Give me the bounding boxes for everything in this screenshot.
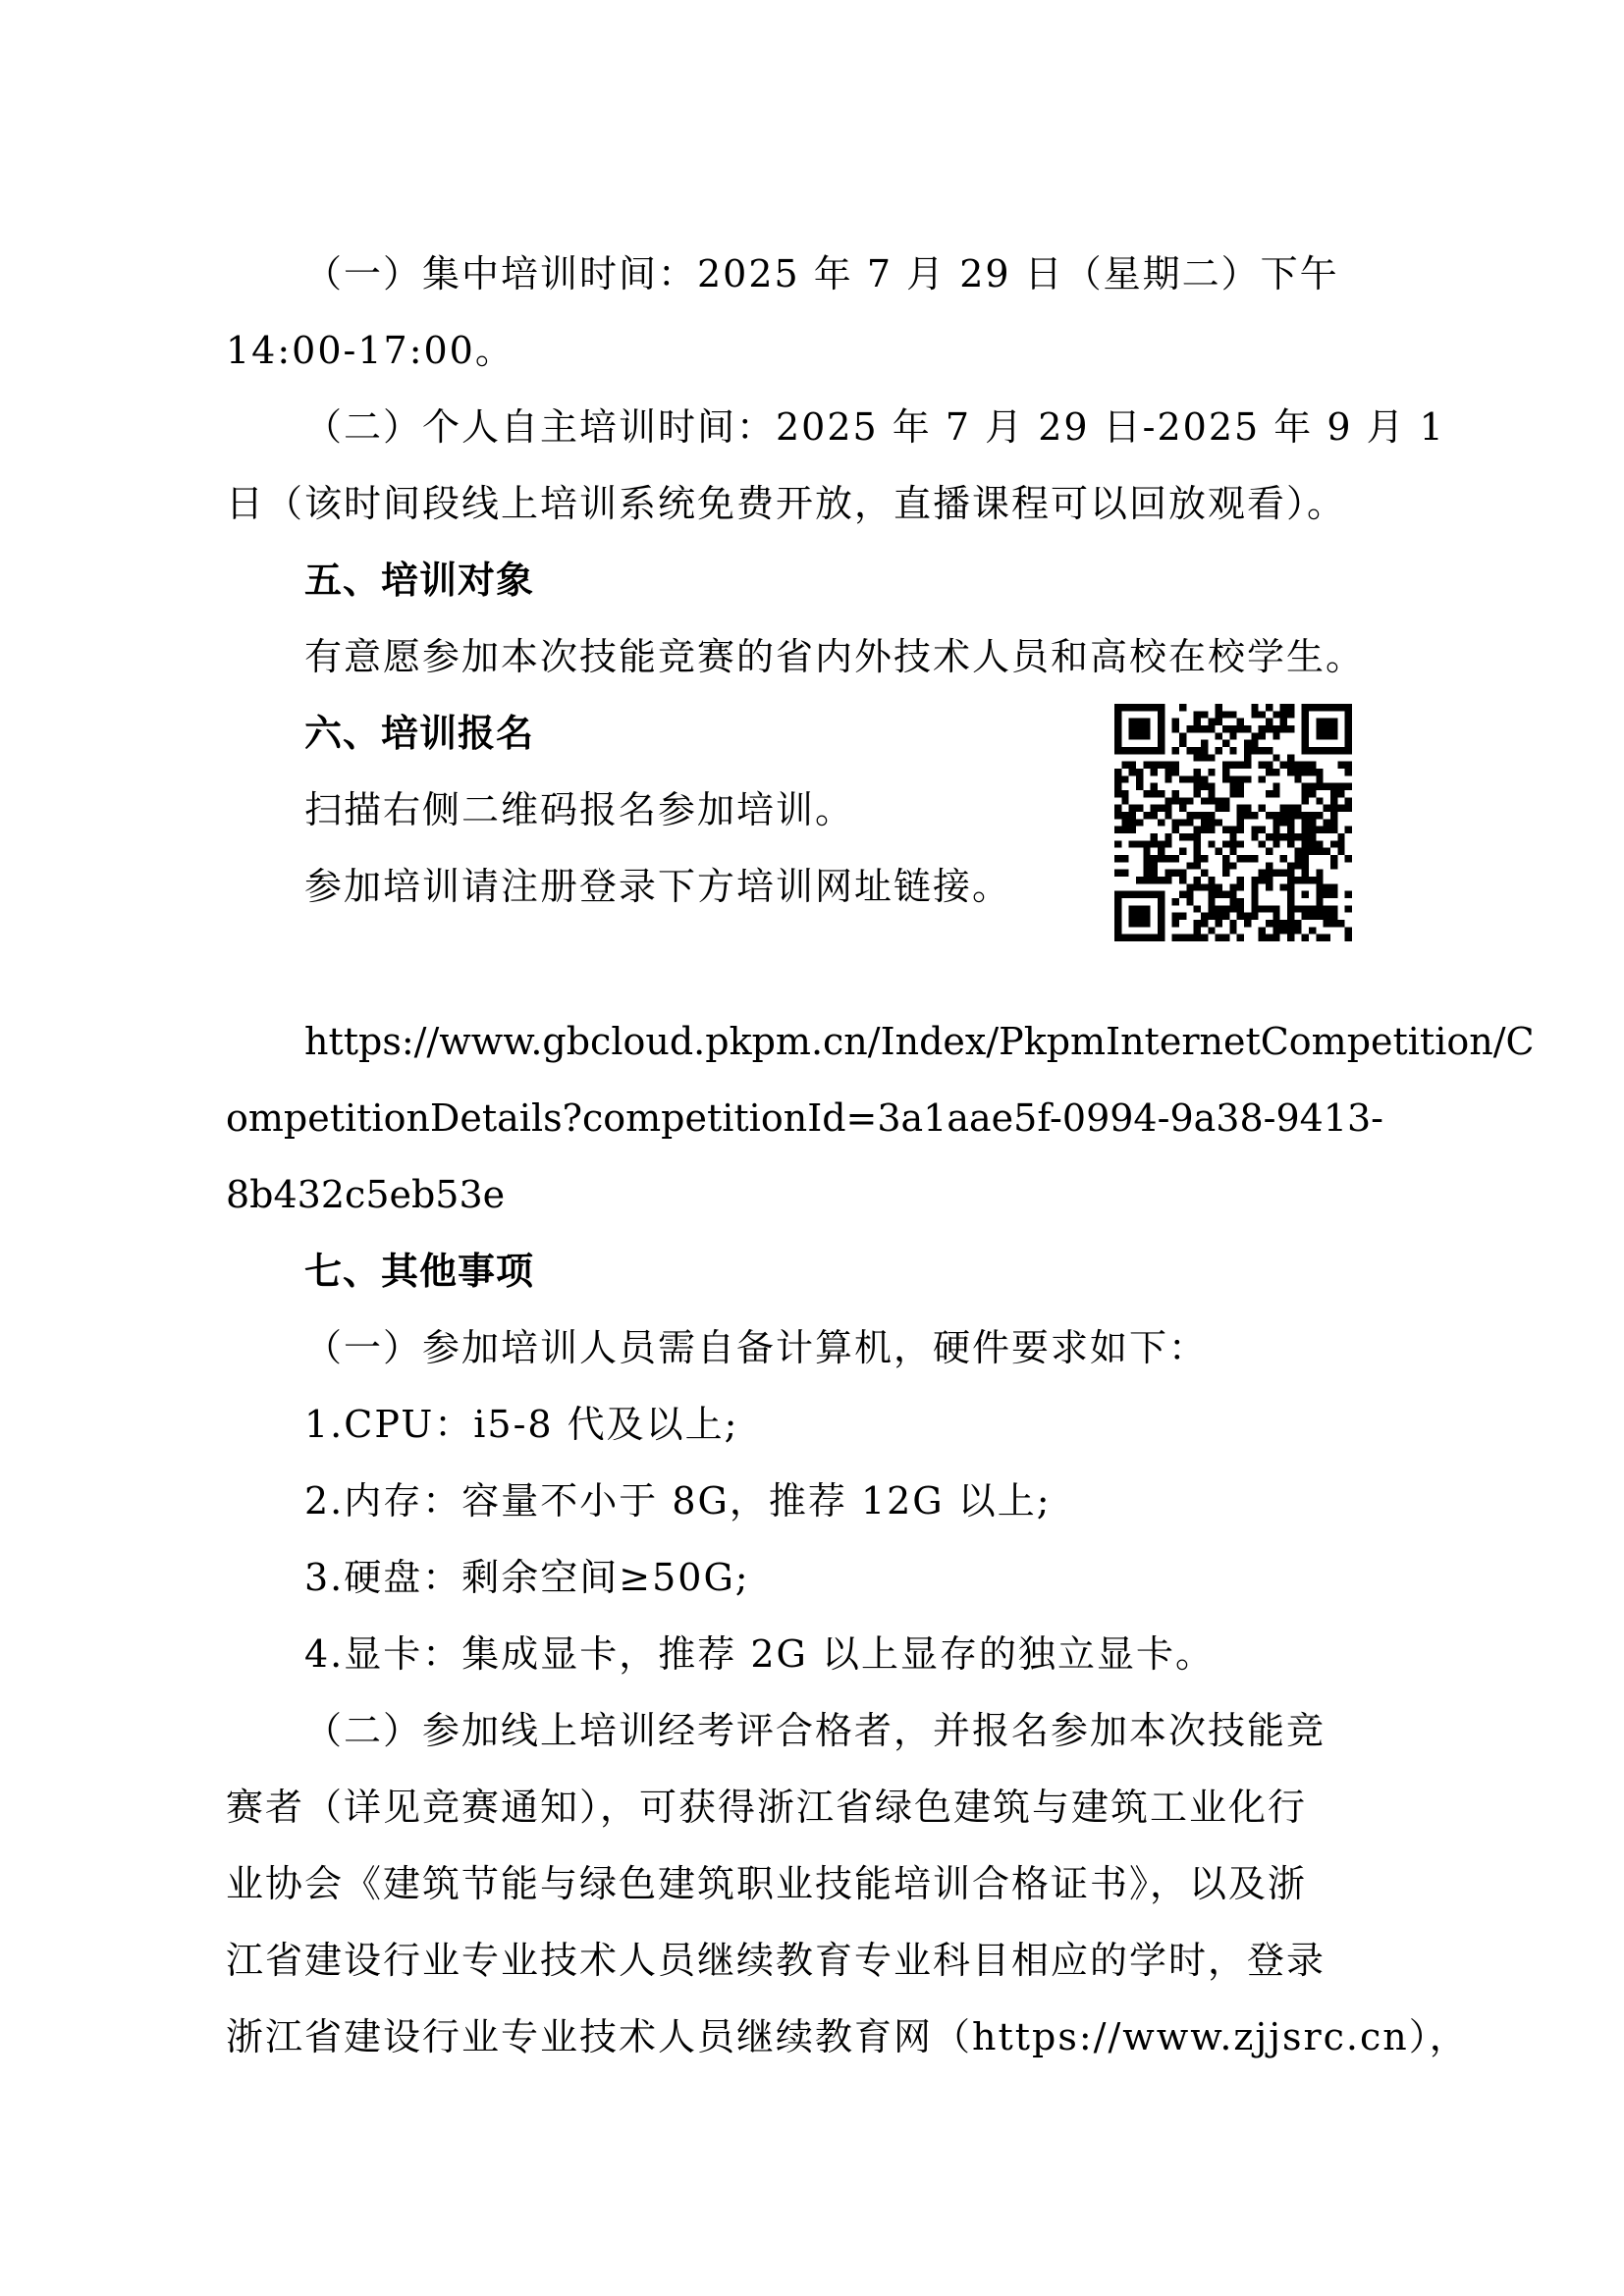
training-time-line-1: （一）集中培训时间：2025 年 7 月 29 日（星期二）下午 (304, 252, 1339, 295)
certificate-line-5: 浙江省建设行业专业技术人员继续教育网（https://www.zjjsrc.cn）， (226, 2015, 1469, 2058)
register-text: 参加培训请注册登录下方培训网址链接。 (304, 865, 1012, 908)
scan-qr-text: 扫描右侧二维码报名参加培训。 (304, 788, 855, 831)
training-url-line-2[interactable]: ompetitionDetails?competitionId=3a1aae5f-0994-9a38-9413- (226, 1096, 1384, 1140)
training-url-line-1[interactable]: https://www.gbcloud.pkpm.cn/Index/PkpmInternetCompetition/C (304, 1020, 1535, 1063)
section-heading-6: 六、培训报名 (304, 712, 535, 755)
hardware-intro-text: （一）参加培训人员需自备计算机，硬件要求如下： (304, 1326, 1209, 1369)
self-training-line-1: （二）个人自主培训时间：2025 年 7 月 29 日-2025 年 9 月 1 (304, 405, 1445, 449)
requirement-memory: 2.内存：容量不小于 8G，推荐 12G 以上; (304, 1479, 1052, 1522)
section-heading-5: 五、培训对象 (304, 559, 535, 602)
section-heading-7: 七、其他事项 (304, 1250, 535, 1293)
training-target-text: 有意愿参加本次技能竞赛的省内外技术人员和高校在校学生。 (304, 635, 1366, 678)
certificate-line-2: 赛者（详见竞赛通知），可获得浙江省绿色建筑与建筑工业化行 (226, 1786, 1308, 1829)
requirement-gpu: 4.显卡：集成显卡，推荐 2G 以上显存的独立显卡。 (304, 1632, 1215, 1676)
qr-code-icon[interactable] (1114, 704, 1352, 941)
certificate-line-1: （二）参加线上培训经考评合格者，并报名参加本次技能竞 (304, 1709, 1326, 1752)
training-url-line-3[interactable]: 8b432c5eb53e (226, 1173, 506, 1216)
certificate-line-3: 业协会《建筑节能与绿色建筑职业技能培训合格证书》，以及浙 (226, 1862, 1308, 1905)
certificate-line-4: 江省建设行业专业技术人员继续教育专业科目相应的学时，登录 (226, 1939, 1326, 1982)
requirement-cpu: 1.CPU：i5-8 代及以上; (304, 1403, 739, 1446)
requirement-disk: 3.硬盘：剩余空间≥50G; (304, 1556, 750, 1599)
self-training-line-2: 日（该时间段线上培训系统免费开放，直播课程可以回放观看）。 (226, 482, 1347, 525)
training-time-line-2: 14:00-17:00。 (226, 329, 514, 372)
